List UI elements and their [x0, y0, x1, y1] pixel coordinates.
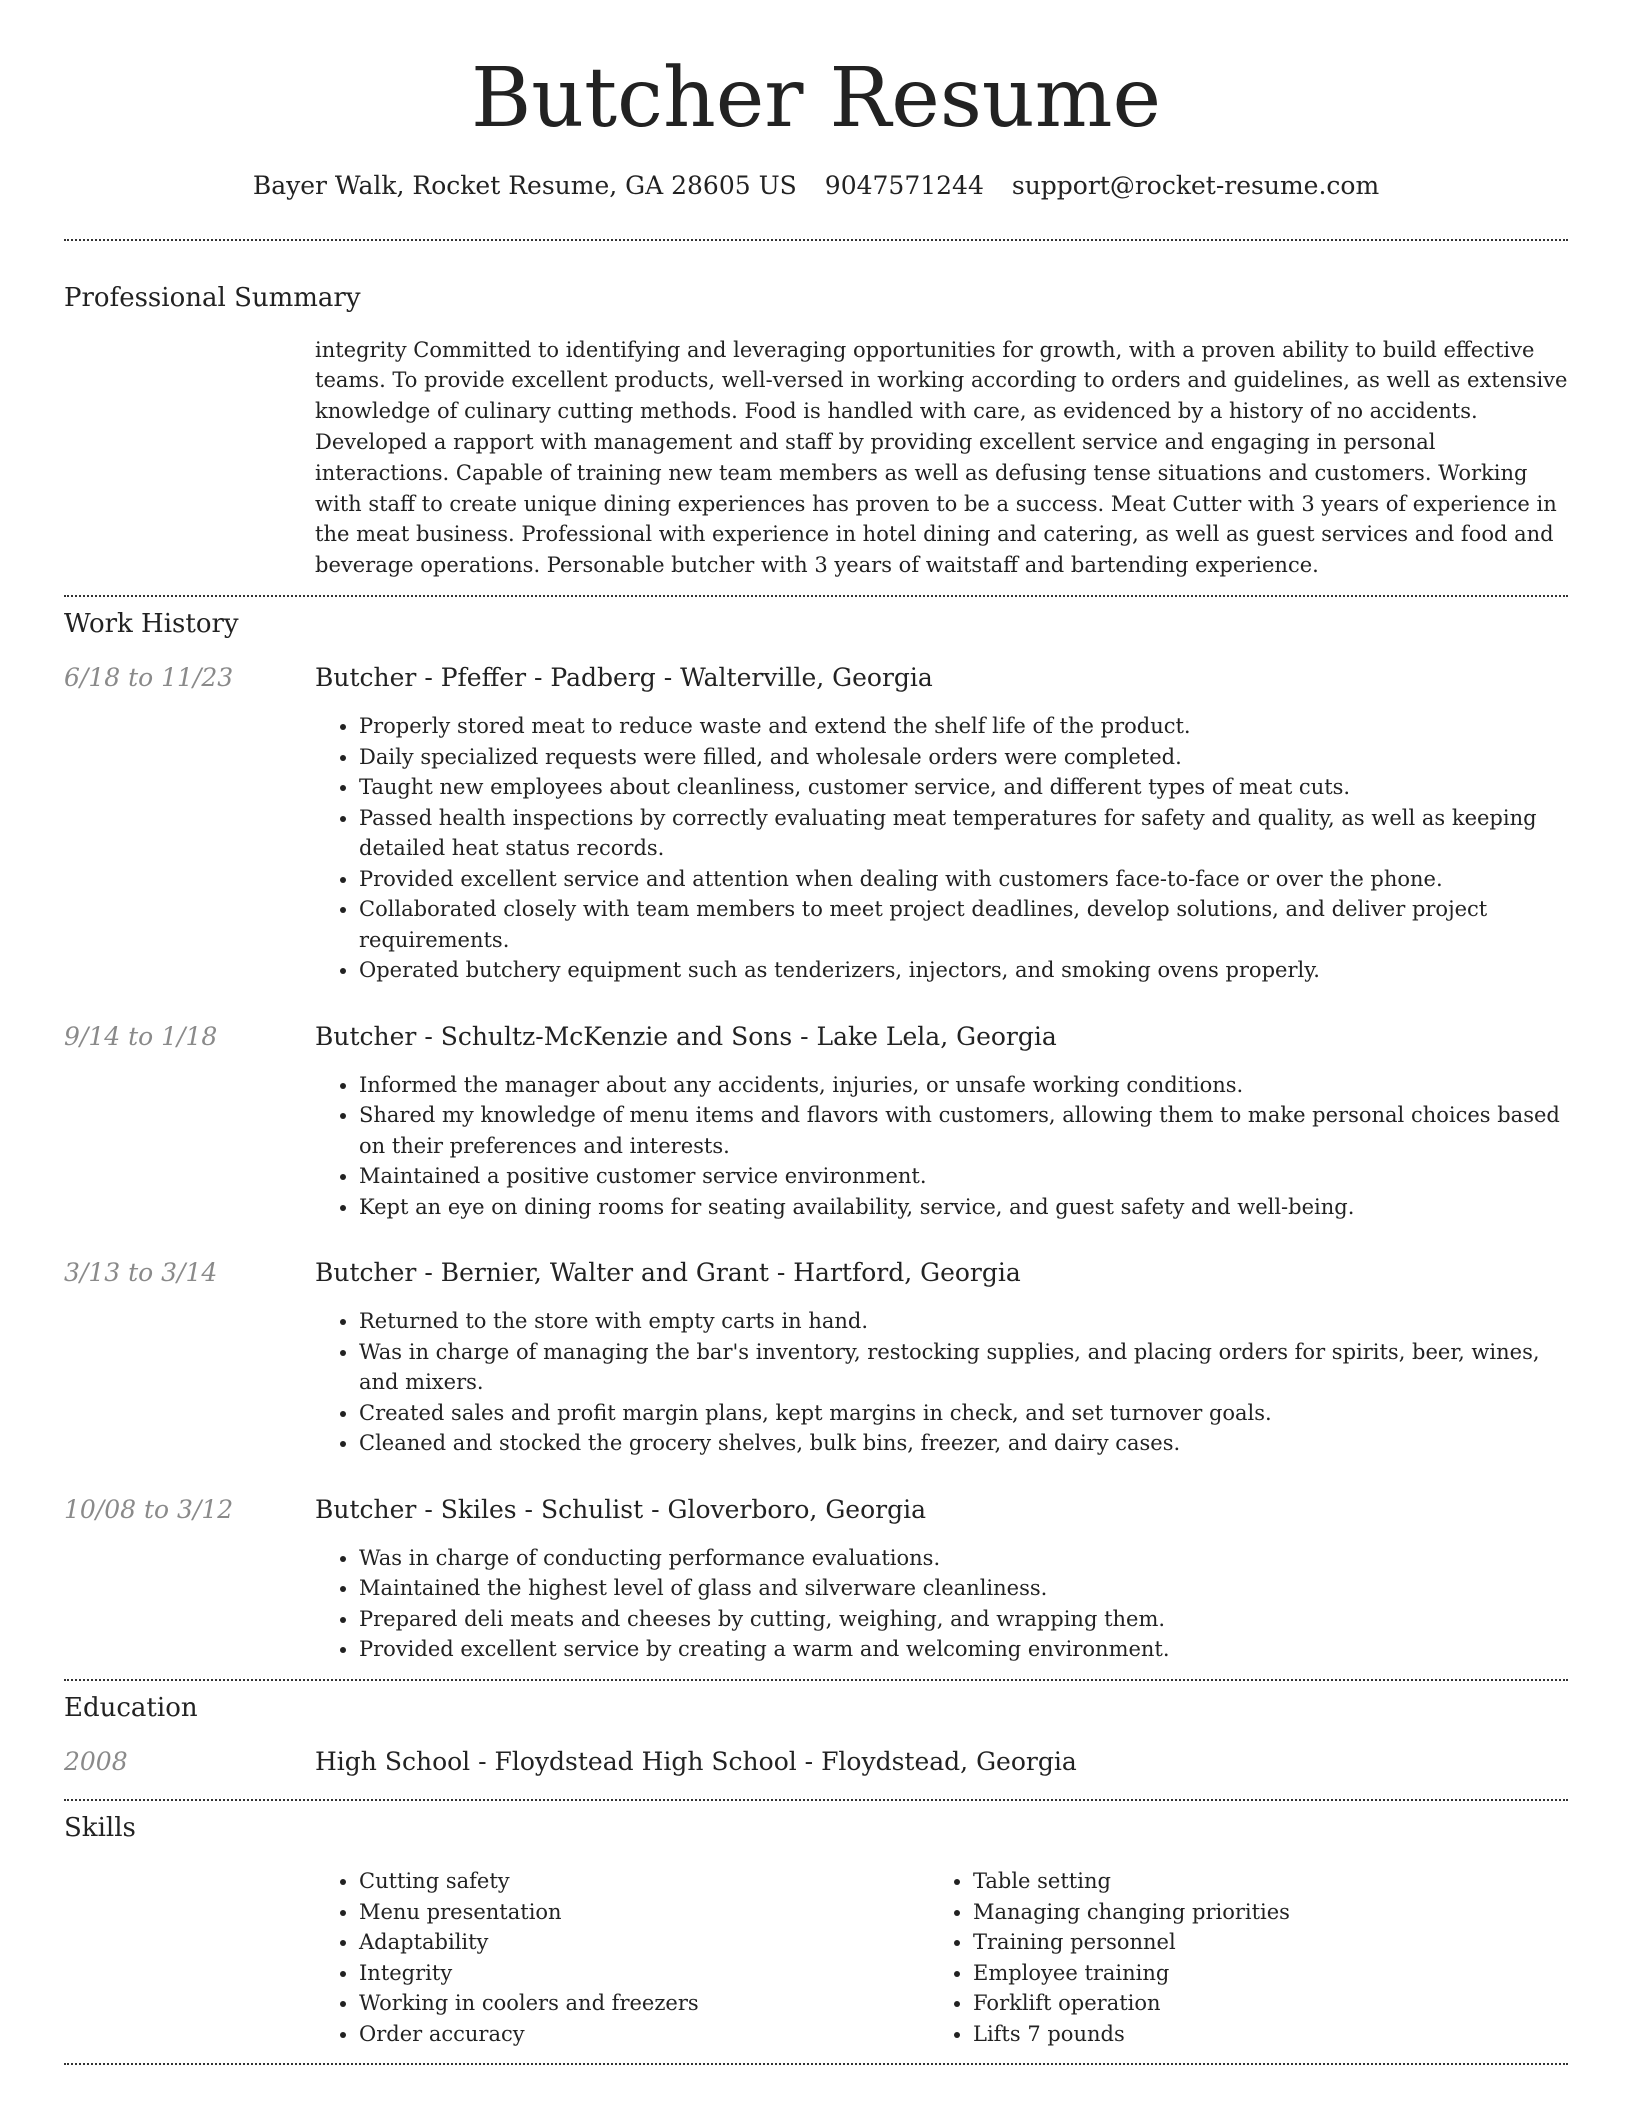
list-item: • Returned to the store with empty carts in hand.	[359, 1306, 1568, 1337]
divider	[64, 239, 1568, 241]
education-entry	[64, 1747, 1568, 1777]
skills-column-left	[315, 1866, 929, 2049]
list-item: • Working in coolers and freezers	[359, 1988, 929, 2019]
list-item: • Daily specialized requests were filled, and wholesale orders were completed.	[359, 742, 1568, 773]
list-item: • Integrity	[359, 1958, 929, 1989]
list-item: • Table setting	[973, 1866, 1543, 1897]
divider	[64, 1679, 1568, 1681]
list-item: • Passed health inspections by correctly evaluating meat temperatures for safety and quality, as well as keeping detailed heat status records.	[359, 803, 1568, 864]
resume-title: Butcher Resume	[471, 51, 1161, 146]
list-item: • Was in charge of conducting performance evaluations.	[359, 1543, 1568, 1574]
list-item: • Kept an eye on dining rooms for seating availability, service, and guest safety and well-being.	[359, 1192, 1568, 1223]
job-bullets	[315, 711, 1568, 986]
resume-page	[64, 0, 1568, 2065]
job-dates: 10/08 to 3/12	[64, 1494, 234, 1524]
section-title-work: Work History	[64, 609, 239, 640]
list-item: • Operated butchery equipment such as tenderizers, injectors, and smoking ovens properly.	[359, 955, 1568, 986]
job-dates: 3/13 to 3/14	[64, 1258, 218, 1288]
job-entry	[64, 663, 1568, 986]
list-item: • Training personnel	[973, 1927, 1543, 1958]
job-body	[315, 1258, 1568, 1459]
list-item: • Collaborated closely with team members to meet project deadlines, develop solutions, and deliver project requirements.	[359, 894, 1568, 955]
list-item: • Cutting safety	[359, 1866, 929, 1897]
job-body	[315, 663, 1568, 986]
job-title: Butcher - Skiles - Schulist - Gloverboro, Georgia	[315, 1494, 926, 1524]
list-item: • Provided excellent service and attention when dealing with customers face-to-face or over the phone.	[359, 864, 1568, 895]
job-body	[315, 1022, 1568, 1223]
list-item: • Forklift operation	[973, 1988, 1543, 2019]
job-entry	[64, 1495, 1568, 1665]
divider	[64, 1799, 1568, 1801]
job-bullets	[315, 1306, 1568, 1459]
job-title: Butcher - Bernier, Walter and Grant - Hartford, Georgia	[315, 1258, 1021, 1288]
job-body	[315, 1495, 1568, 1665]
job-dates: 9/14 to 1/18	[64, 1021, 218, 1051]
section-title-skills: Skills	[64, 1812, 136, 1843]
list-item: • Lifts 7 pounds	[973, 2019, 1543, 2050]
job-dates: 6/18 to 11/23	[64, 663, 234, 693]
list-item: • Properly stored meat to reduce waste and extend the shelf life of the product.	[359, 711, 1568, 742]
list-item: • Cleaned and stocked the grocery shelves, bulk bins, freezer, and dairy cases.	[359, 1428, 1568, 1459]
section-title-summary: Professional Summary	[64, 282, 361, 313]
education-year: 2008	[64, 1746, 128, 1776]
job-bullets	[315, 1070, 1568, 1223]
divider	[64, 2063, 1568, 2065]
job-title: Butcher - Schultz-McKenzie and Sons - Lake Lela, Georgia	[315, 1021, 1057, 1051]
skills-list	[315, 1866, 1568, 2049]
section-title-education: Education	[64, 1692, 198, 1723]
list-item: • Taught new employees about cleanliness, customer service, and different types of meat cuts.	[359, 772, 1568, 803]
contact-line	[64, 170, 1568, 203]
list-item: • Informed the manager about any accidents, injuries, or unsafe working conditions.	[359, 1070, 1568, 1101]
list-item: • Maintained a positive customer service environment.	[359, 1161, 1568, 1192]
job-entry	[64, 1022, 1568, 1223]
list-item: • Prepared deli meats and cheeses by cutting, weighing, and wrapping them.	[359, 1604, 1568, 1635]
job-bullets	[315, 1543, 1568, 1665]
list-item: • Maintained the highest level of glass and silverware cleanliness.	[359, 1573, 1568, 1604]
contact-email[interactable]: support@rocket-resume.com	[1011, 171, 1380, 200]
list-item: • Order accuracy	[359, 2019, 929, 2050]
list-item: • Employee training	[973, 1958, 1543, 1989]
education-body	[315, 1747, 1568, 1777]
job-entry	[64, 1258, 1568, 1459]
skills-column-right	[929, 1866, 1543, 2049]
list-item: • Was in charge of managing the bar's inventory, restocking supplies, and placing orders for spirits, beer, wines, and mixers.	[359, 1337, 1568, 1398]
education-title: High School - Floydstead High School - Floydstead, Georgia	[315, 1746, 1077, 1776]
list-item: • Shared my knowledge of menu items and flavors with customers, allowing them to make personal choices based on their preferences and interests.	[359, 1100, 1568, 1161]
divider	[64, 595, 1568, 597]
contact-address: Bayer Walk, Rocket Resume, GA 28605 US	[252, 171, 797, 200]
summary-text: integrity Committed to identifying and leveraging opportunities for growth, with a proven ability to build effective teams. To provide excellent products, well-versed in working according to orders and guidelines, as well as extensive knowledge of culinary cutting methods. Food is handled with care, as evidenced by a history of no accidents. Developed a rapport with management and staff by providing excellent service and engaging in personal interactions. Capable of training new team members as well as defusing tense situations and customers. Working with staff to create unique dining experiences has proven to be a success. Meat Cutter with 3 years of experience in the meat business. Professional with experience in hotel dining and catering, as well as guest services and food and beverage operations. Personable butcher with 3 years of waitstaff and bartending experience.	[315, 337, 1568, 578]
list-item: • Menu presentation	[359, 1897, 929, 1928]
list-item: • Adaptability	[359, 1927, 929, 1958]
contact-phone: 9047571244	[824, 171, 984, 200]
list-item: • Provided excellent service by creating a warm and welcoming environment.	[359, 1634, 1568, 1665]
list-item: • Managing changing priorities	[973, 1897, 1543, 1928]
list-item: • Created sales and profit margin plans, kept margins in check, and set turnover goals.	[359, 1398, 1568, 1429]
job-title: Butcher - Pfeffer - Padberg - Walterville, Georgia	[315, 663, 933, 693]
